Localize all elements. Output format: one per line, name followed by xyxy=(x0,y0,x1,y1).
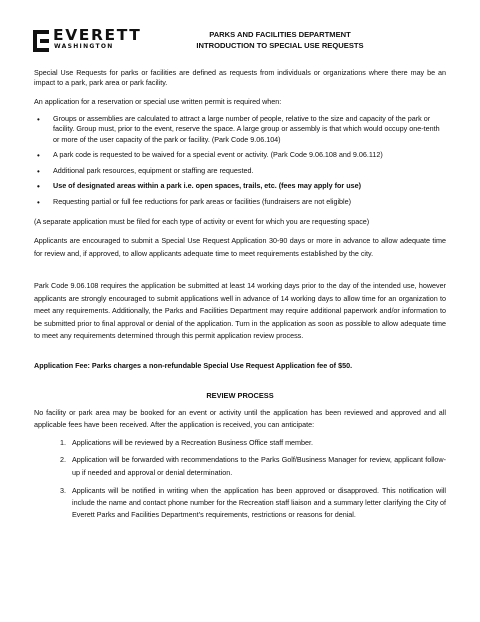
step-number: 3. xyxy=(60,485,66,495)
review-steps-list xyxy=(60,438,446,528)
definition-paragraph: Special Use Requests for parks or facilities are defined as requests from individuals or organizations where there may be an impact to a park, park area or park facility. xyxy=(34,68,446,88)
everett-logo xyxy=(33,26,142,56)
requirement-list xyxy=(34,114,446,212)
list-item xyxy=(60,454,446,478)
step-number: 1. xyxy=(60,438,66,447)
logo-subtitle: WASHINGTON xyxy=(54,43,114,50)
list-item xyxy=(60,438,446,448)
required-when-paragraph: An application for a reservation or special use written permit is required when: xyxy=(34,97,282,106)
review-intro-paragraph: No facility or park area may be booked for an event or activity until the application has been reviewed and approved and all applicable fees have been received. After the application is received, you can anticipate: xyxy=(34,408,446,429)
application-fee: Application Fee: Parks charges a non-refundable Special Use Request Application fee of $50. xyxy=(34,361,353,370)
separate-application-note: (A separate application must be filed for each type of activity or event for which you are requesting space) xyxy=(34,217,370,226)
logo-wordmark: EVERETT xyxy=(53,26,142,44)
step-text: Applications will be reviewed by a Recreation Business Office staff member. xyxy=(72,438,314,447)
list-item xyxy=(60,485,446,522)
list-item: • Additional park resources, equipment or staffing are requested. xyxy=(34,166,446,176)
step-number: 2. xyxy=(60,455,66,465)
list-item: • Requesting partial or full fee reductions for park areas or facilities (fundraisers are not eligible) xyxy=(34,197,446,207)
advance-submission-paragraph: Applicants are encouraged to submit a Special Use Request Application 30-90 days or more in advance to allow adequate time for review and, if approved, to allow applicants adequate time to meet requirements established by the city. xyxy=(34,236,446,258)
list-item: • Groups or assemblies are calculated to attract a large number of people, relative to the size and capacity of the park or facility. Group must, prior to the event, reserve the space. A large group or assembly is that which would occupy one-tenth or more of the user capacity of the park or facility. (Park Code 9.06.104) xyxy=(34,114,446,145)
document-title: INTRODUCTION TO SPECIAL USE REQUESTS xyxy=(196,41,364,50)
step-text: Applicants will be notified in writing when the application has been approved or disapproved. This notification will include the name and contact phone number for the Recreation staff liaison and a summary letter clarifying the City of Everett Parks and Facilities Department’s requirements, restrictions or reasons for denial. xyxy=(72,485,446,520)
step-text: Application will be forwarded with recommendations to the Parks Golf/Business Manager for review, applicant follow-up if needed and approval or denial determination. xyxy=(72,455,446,477)
park-code-paragraph: Park Code 9.06.108 requires the application be submitted at least 14 working days prior to the day of the intended use, however applicants are strongly encouraged to submit applications well in advance of 14 working days to allow time for an organization to meet any requirements. Additionally, the Parks and Facilities Department may require additional paperwork and/or information to be submitted prior to final approval or denial of the application. Turn in the application as soon as possible to allow adequate time to meet any requirements determined through this permit application review process. xyxy=(34,281,446,341)
list-item: • A park code is requested to be waived for a special event or activity. (Park Code 9.06.108 and 9.06.112) xyxy=(34,150,446,160)
list-item: • Use of designated areas within a park i.e. open spaces, trails, etc. (fees may apply for use) xyxy=(34,181,446,191)
everett-logo-mark-icon xyxy=(33,30,49,52)
review-process-heading: REVIEW PROCESS xyxy=(206,391,274,400)
department-heading: PARKS AND FACILITIES DEPARTMENT xyxy=(209,30,351,39)
